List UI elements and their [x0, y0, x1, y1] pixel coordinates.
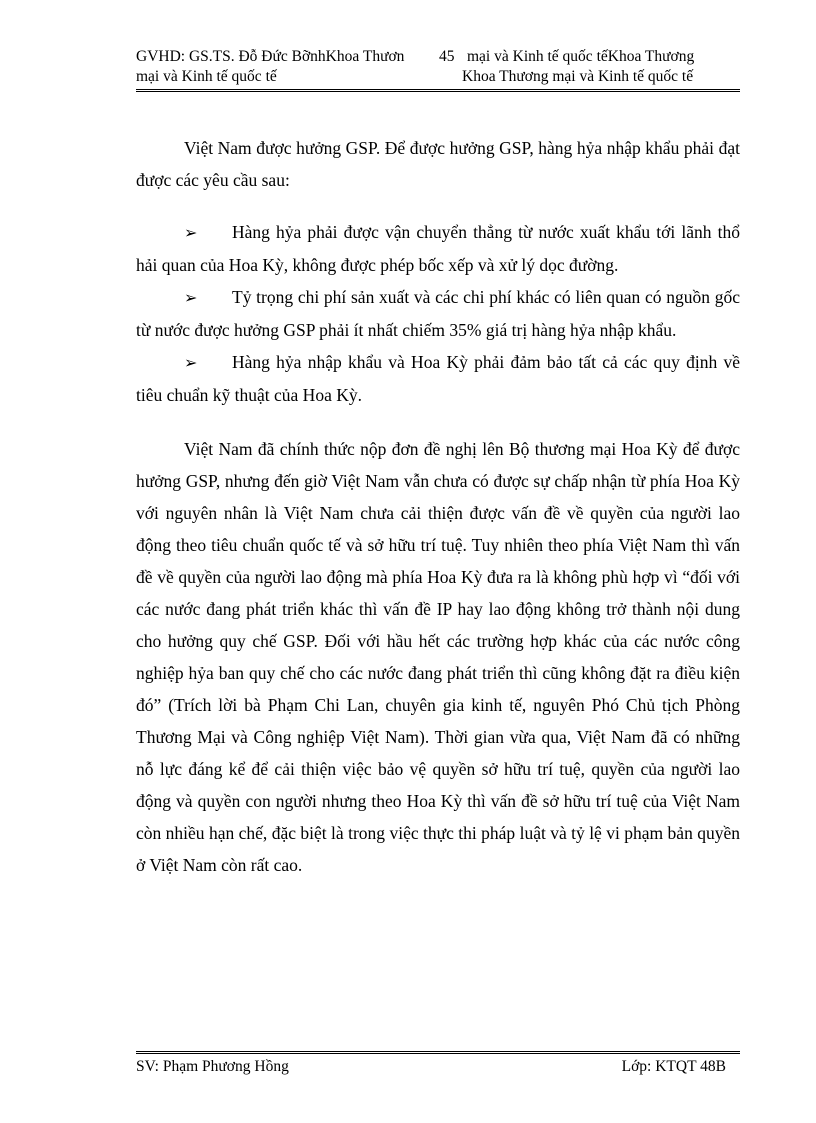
- page-number: 45: [439, 48, 455, 65]
- spacer: [136, 411, 740, 433]
- arrow-bullet-icon: ➢: [184, 288, 198, 307]
- footer-divider: [136, 1051, 740, 1054]
- header-faculty-right: Khoa Thương mại và Kinh tế quốc tế: [462, 68, 694, 85]
- document-body: [136, 132, 740, 881]
- bullet-text: Tỷ trọng chi phí sản xuất và các chi phí khác có liên quan có nguồn gốc từ nước được hưởng GSP phải ít nhất chiếm 35% giá trị hàng hỷa nhập khẩu.: [136, 287, 740, 340]
- bullet-text: Hàng hỷa nhập khẩu và Hoa Kỳ phải đảm bảo tất cả các quy định về tiêu chuẩn kỹ thuật của Hoa Kỳ.: [136, 352, 740, 405]
- header-faculty-continued: mại và Kinh tế quốc tế: [136, 68, 277, 85]
- intro-paragraph: Việt Nam được hưởng GSP. Để được hưởng GSP, hàng hỷa nhập khẩu phải đạt được các yêu cầu sau:: [136, 138, 740, 190]
- bullet-item-2: [136, 281, 740, 346]
- header-faculty: mại và Kinh tế quốc tếKhoa Thương: [467, 48, 695, 65]
- spacer: [136, 196, 740, 216]
- bullet-text: Hàng hỷa phải được vận chuyển thẳng từ nước xuất khẩu tới lãnh thổ hải quan của Hoa Kỳ, không được phép bốc xếp và xử lý dọc đường.: [136, 222, 740, 275]
- footer-class: Lớp: KTQT 48B: [621, 1058, 726, 1075]
- header-line-1: [136, 47, 740, 67]
- arrow-bullet-icon: ➢: [184, 353, 198, 372]
- bullet-item-3: [136, 346, 740, 411]
- bullet-item-1: [136, 216, 740, 281]
- main-paragraph: Việt Nam đã chính thức nộp đơn đề nghị lên Bộ thương mại Hoa Kỳ để được hưởng GSP, nhưng đến giờ Việt Nam vẫn chưa có được sự chấp nhận từ phía Hoa Kỳ với nguyên nhân là Việt Nam chưa cải thiện được vấn đề về quyền của người lao động theo tiêu chuẩn quốc tế và sở hữu trí tuệ. Tuy nhiên theo phía Việt Nam thì vấn đề về quyền của người lao động mà phía Hoa Kỳ đưa ra là không phù hợp vì “đối với các nước đang phát triển khác thì vấn đề IP hay lao động không trở thành nội dung cho hưởng quy chế GSP. Đối với hầu hết các trường hợp khác của các nước công nghiệp hỷa ban quy chế cho các nước đang phát triển thì cũng không đặt ra điều kiện đó” (Trích lời bà Phạm Chi Lan, chuyên gia kinh tế, nguyên Phó Chủ tịch Phòng Thương Mại và Công nghiệp Việt Nam). Thời gian vừa qua, Việt Nam đã có những nỗ lực đáng kể để cải thiện việc bảo vệ quyền sở hữu trí tuệ, quyền của người lao động và quyền con người nhưng theo Hoa Kỳ thì vấn đề sở hữu trí tuệ của Việt Nam còn nhiều hạn chế, đặc biệt là trong việc thực thi pháp luật và tỷ lệ vi phạm bản quyền ở Việt Nam còn rất cao.: [136, 439, 740, 875]
- arrow-bullet-icon: ➢: [184, 223, 198, 242]
- header-divider: [136, 89, 740, 92]
- header-line-2: [136, 67, 740, 87]
- footer-student: SV: Phạm Phương Hồng: [136, 1058, 289, 1075]
- page-header: [136, 47, 740, 87]
- header-supervisor: GVHD: GS.TS. Đỗ Đức BỡnhKhoa Thươn: [136, 48, 405, 65]
